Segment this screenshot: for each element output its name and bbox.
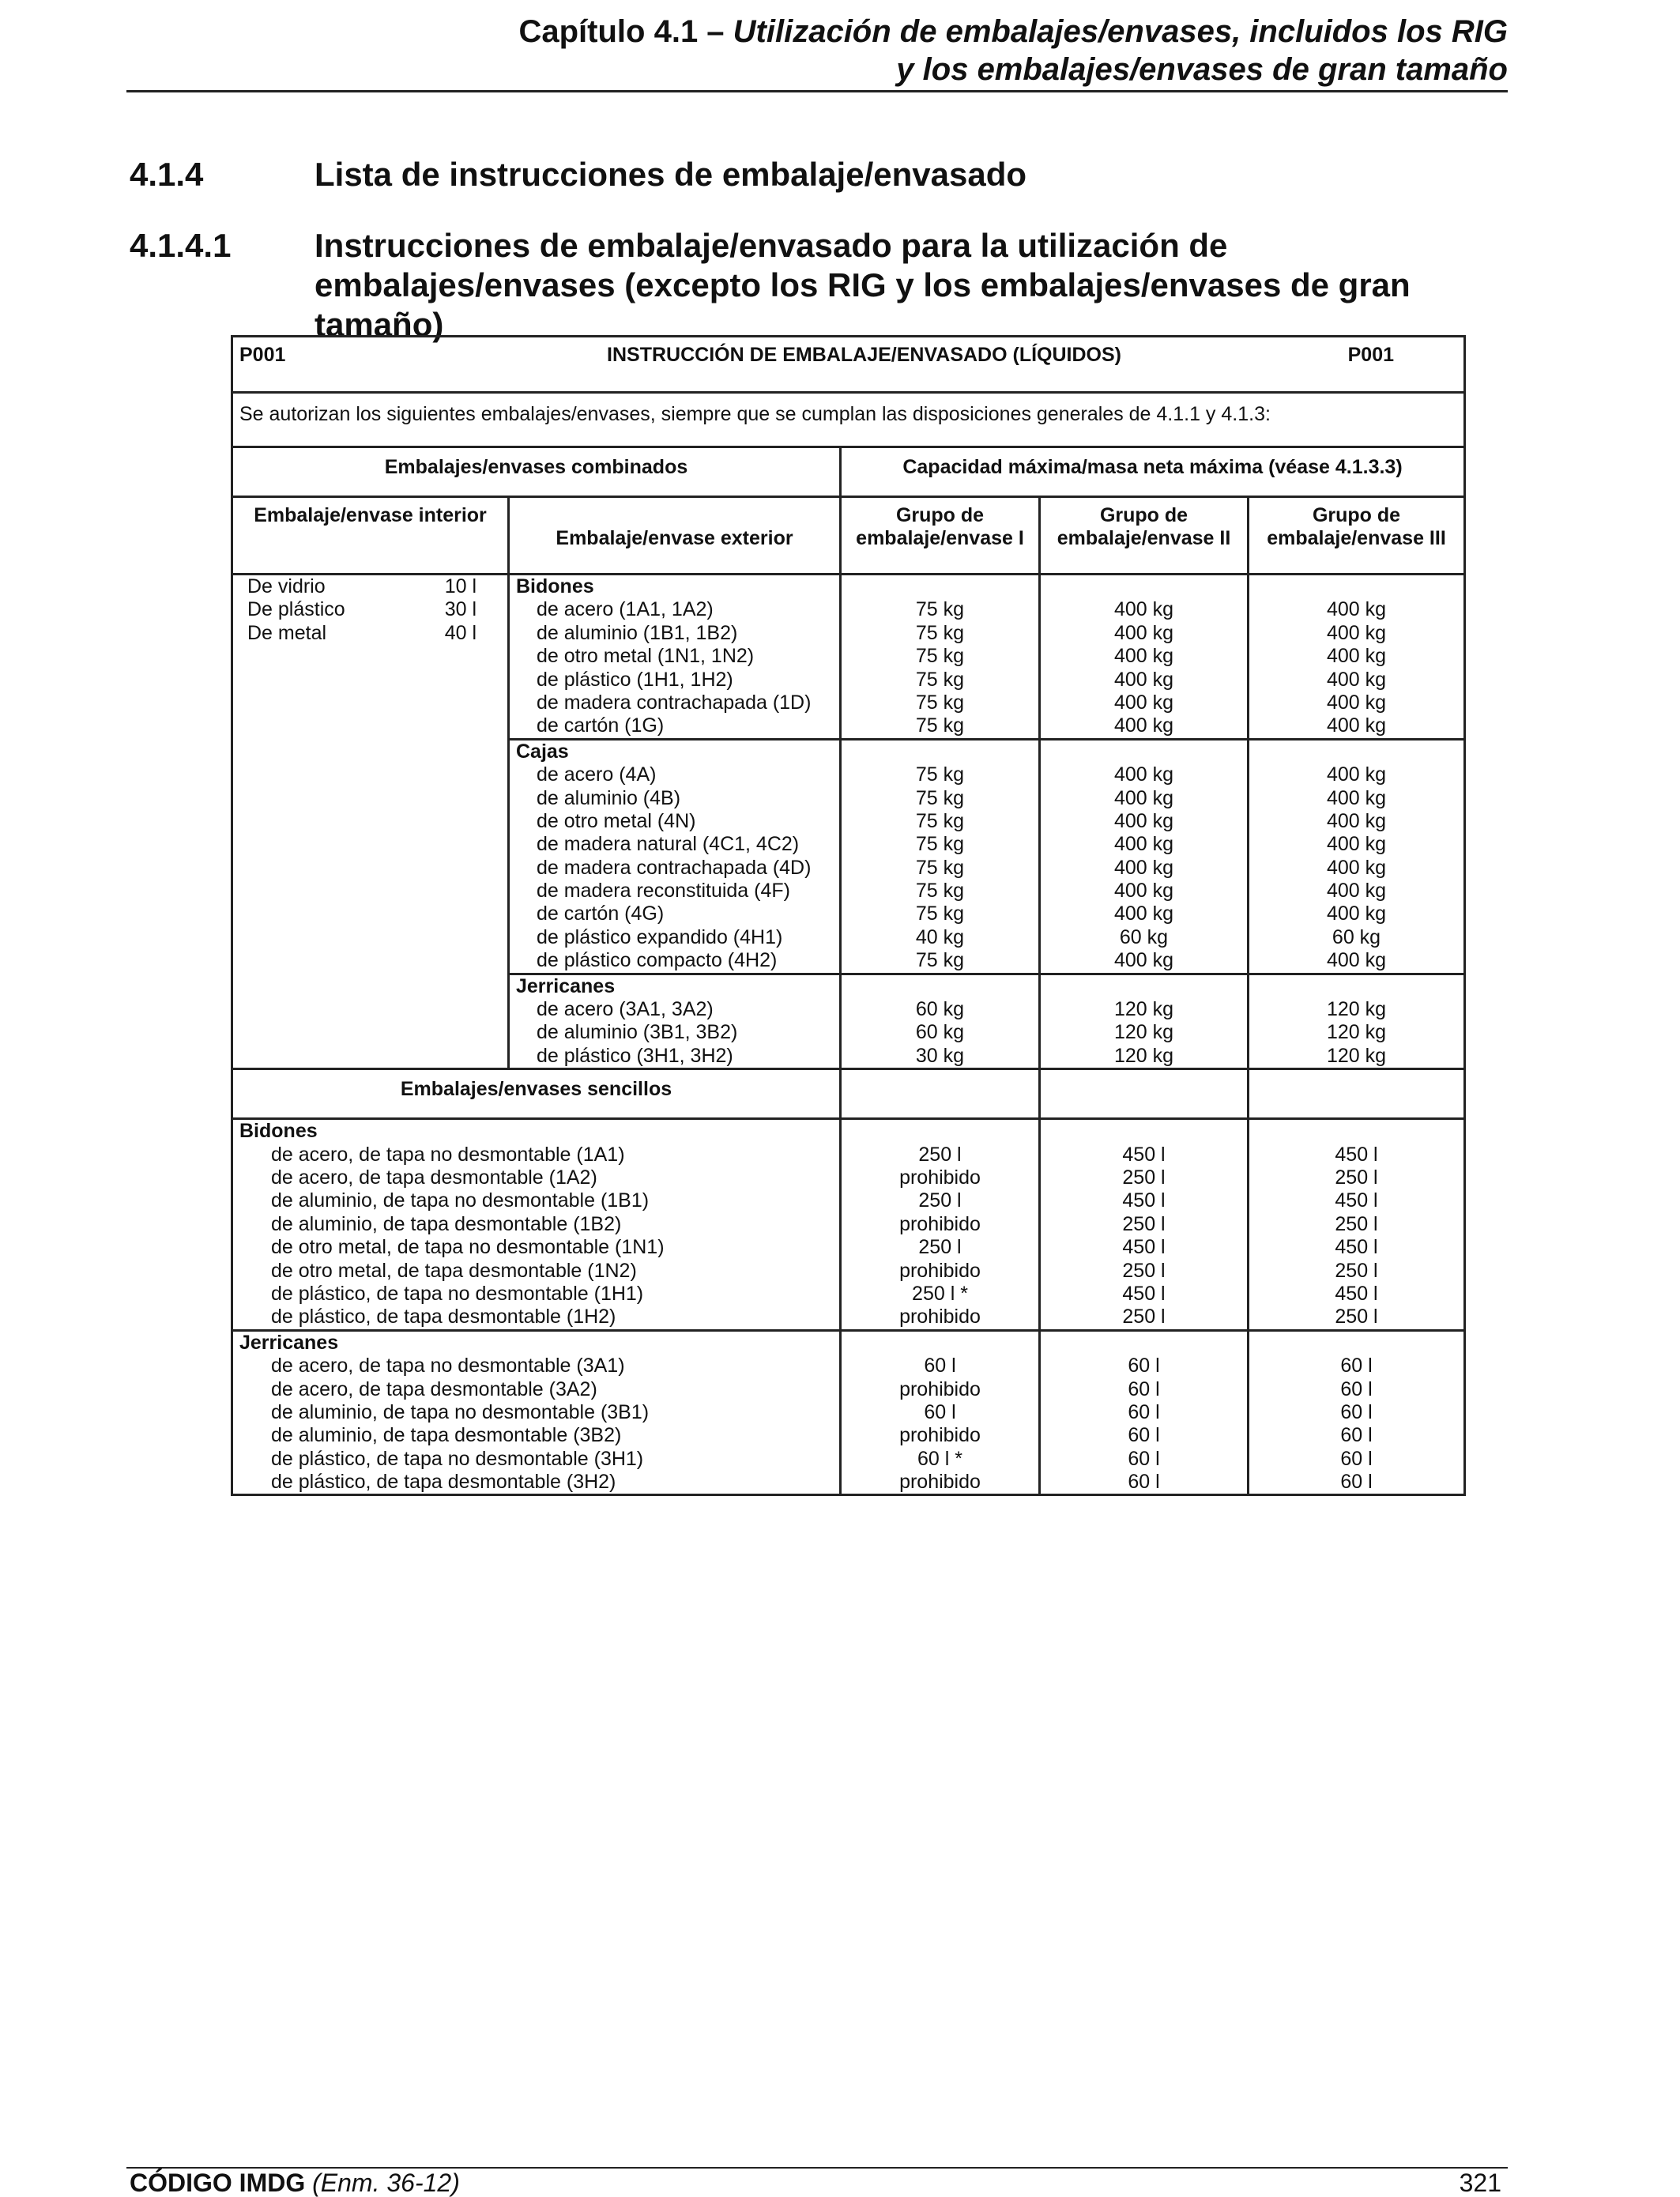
page-header	[126, 13, 1508, 89]
pg3-value: 400 kg	[1326, 949, 1387, 972]
pg3-value: 250 l	[1335, 1306, 1378, 1328]
pg3-value: 250 l	[1335, 1212, 1378, 1235]
pg1-value: 75 kg	[915, 691, 965, 714]
footer-amendment: (Enm. 36-12)	[312, 2169, 460, 2197]
pg2-value: 60 l	[1128, 1355, 1160, 1377]
pg3-value: 60 l	[1340, 1355, 1373, 1377]
pg2-value: 60 l	[1128, 1447, 1160, 1470]
pg3-value: 60 l	[1340, 1377, 1373, 1400]
list-item: de madera contrachapada (1D)	[537, 691, 812, 714]
list-item: de plástico (1H1, 1H2)	[537, 668, 733, 691]
list-item: de otro metal, de tapa no desmontable (1N1)	[271, 1236, 665, 1259]
pg1-value: 75 kg	[915, 880, 965, 903]
single-packagings-header-row	[232, 1069, 1465, 1119]
combined-group-drums	[232, 575, 1465, 740]
pg1-value: 75 kg	[915, 714, 965, 737]
column-header-row	[232, 497, 1465, 575]
pg1-values	[841, 739, 1040, 974]
pg2-value: 120 kg	[1113, 1021, 1174, 1044]
pg2-value: 400 kg	[1113, 621, 1174, 644]
pg2-values	[1040, 1119, 1249, 1331]
header-rule	[126, 90, 1508, 92]
list-item: de aluminio, de tapa no desmontable (1B1)	[271, 1189, 650, 1212]
pg1-value: prohibido	[899, 1212, 981, 1235]
inner-item	[247, 598, 501, 621]
pg3-value: 450 l	[1335, 1189, 1378, 1212]
section-title: Instrucciones de embalaje/envasado para la utilización de embalajes/envases (excepto los RIG y los embalajes/envases de gran tamaño)	[315, 227, 1411, 343]
pg1-values	[841, 575, 1040, 740]
pg3-value: 400 kg	[1326, 668, 1387, 691]
chapter-title-italic-1: Utilización de embalajes/envases, incluidos los RIG	[733, 14, 1508, 49]
list-item: de plástico (3H1, 3H2)	[537, 1044, 733, 1067]
group-title: Jerricanes	[239, 1331, 339, 1354]
section-number: 4.1.4	[130, 156, 204, 193]
outer-packaging-cell	[509, 974, 841, 1069]
group-title: Bidones	[516, 575, 594, 597]
list-item: de plástico, de tapa no desmontable (1H1)	[271, 1282, 644, 1305]
table-title-cell	[232, 337, 1465, 393]
pg1-values	[841, 974, 1040, 1069]
list-item: de acero, de tapa desmontable (3A2)	[271, 1377, 597, 1400]
pg1-value: 60 l	[924, 1355, 956, 1377]
pg3-value: 400 kg	[1326, 621, 1387, 644]
table-title-row	[232, 337, 1465, 393]
pg2-value: 450 l	[1122, 1236, 1166, 1259]
pg3-value: 400 kg	[1326, 880, 1387, 903]
instruction-code-right: P001	[1347, 344, 1395, 366]
pg1-value: 250 l	[918, 1189, 962, 1212]
pg3-values	[1249, 575, 1465, 740]
pg3-value: 250 l	[1335, 1259, 1378, 1282]
pg1-value: 40 kg	[915, 925, 965, 948]
inner-item	[247, 622, 501, 645]
pg3-value: 450 l	[1335, 1282, 1378, 1305]
list-item: de acero, de tapa no desmontable (3A1)	[271, 1355, 625, 1377]
pg3-value: 400 kg	[1326, 833, 1387, 856]
list-item: de otro metal (4N)	[537, 809, 696, 832]
pg3-value: 400 kg	[1326, 691, 1387, 714]
list-item: de aluminio, de tapa no desmontable (3B1)	[271, 1400, 650, 1423]
pg1-value: 75 kg	[915, 645, 965, 668]
col-packing-group-2	[1040, 497, 1249, 575]
inner-material: De vidrio	[247, 575, 326, 597]
pg1-value: 75 kg	[915, 949, 965, 972]
pg2-value: 250 l	[1122, 1166, 1166, 1189]
group-title: Bidones	[239, 1120, 318, 1143]
single-group-jerricans	[232, 1330, 1465, 1495]
list-item: de aluminio, de tapa desmontable (1B2)	[271, 1212, 622, 1235]
pg3-value: 400 kg	[1326, 763, 1387, 786]
list-item: de acero (3A1, 3A2)	[537, 998, 714, 1021]
pg1-value: 75 kg	[915, 833, 965, 856]
pg1-value: 75 kg	[915, 903, 965, 925]
list-item: de aluminio (3B1, 3B2)	[537, 1021, 738, 1044]
pg3-value: 120 kg	[1326, 1044, 1387, 1067]
pg1-value: 250 l	[918, 1143, 962, 1166]
pg2-value: 450 l	[1122, 1143, 1166, 1166]
pg1-value: prohibido	[899, 1471, 981, 1494]
pg3-value: 60 l	[1340, 1424, 1373, 1447]
inner-material: De metal	[247, 621, 327, 644]
footer-code: CÓDIGO IMDG	[130, 2169, 306, 2197]
pg1-values	[841, 1119, 1040, 1331]
pg2-value: 250 l	[1122, 1259, 1166, 1282]
col-packing-group-3	[1249, 497, 1465, 575]
list-item: de plástico, de tapa no desmontable (3H1)	[271, 1447, 644, 1470]
pg1-value: prohibido	[899, 1424, 981, 1447]
inner-material: De plástico	[247, 598, 345, 621]
section-number: 4.1.4.1	[130, 227, 232, 264]
chapter-title-italic-2: y los embalajes/envases de gran tamaño	[896, 52, 1508, 87]
pg1-value: 250 l *	[912, 1282, 968, 1305]
outer-packaging-cell	[509, 575, 841, 740]
pg3-value: 400 kg	[1326, 903, 1387, 925]
group-title: Cajas	[516, 740, 569, 763]
pg1-value: 60 kg	[915, 1021, 965, 1044]
pg2-value: 400 kg	[1113, 903, 1174, 925]
pg1-value: 75 kg	[915, 786, 965, 809]
list-item: de aluminio (4B)	[537, 786, 681, 809]
pg1-value: 75 kg	[915, 763, 965, 786]
pg3-value: 120 kg	[1326, 1021, 1387, 1044]
general-provisions-note: Se autorizan los siguientes embalajes/envases, siempre que se cumplan las disposiciones generales de 4.1.1 y 4.1.3:	[232, 393, 1465, 447]
pg3-value: 400 kg	[1326, 714, 1387, 737]
pg2-values	[1040, 739, 1249, 974]
single-packaging-cell	[232, 1330, 841, 1495]
pg2-value: 450 l	[1122, 1189, 1166, 1212]
chapter-label: Capítulo 4.1 –	[518, 14, 733, 49]
pg2-value: 400 kg	[1113, 880, 1174, 903]
pg2-value: 400 kg	[1113, 668, 1174, 691]
pg1-value: 60 l *	[917, 1447, 962, 1470]
single-group-drums	[232, 1119, 1465, 1331]
pg2-value: 60 l	[1128, 1471, 1160, 1494]
group-header-row	[232, 447, 1465, 497]
capacity-header: Capacidad máxima/masa neta máxima (véase 4.1.3.3)	[841, 447, 1465, 497]
pg1-value: 250 l	[918, 1236, 962, 1259]
pg2-value: 400 kg	[1113, 645, 1174, 668]
empty-cell	[841, 1069, 1040, 1119]
pg1-value: 75 kg	[915, 856, 965, 879]
outer-packaging-cell	[509, 739, 841, 974]
pg3-value: 60 kg	[1332, 925, 1381, 948]
list-item: de otro metal, de tapa desmontable (1N2)	[271, 1259, 637, 1282]
col-outer-packaging	[509, 497, 841, 575]
pg2-value: 250 l	[1122, 1212, 1166, 1235]
inner-item	[247, 575, 501, 598]
instruction-code-left: P001	[239, 344, 286, 366]
pg3-value: 60 l	[1340, 1400, 1373, 1423]
list-item: de plástico expandido (4H1)	[537, 925, 783, 948]
pg3-values	[1249, 1119, 1465, 1331]
inner-quantity: 30 l	[444, 598, 477, 621]
pg2-value: 400 kg	[1113, 691, 1174, 714]
pg3-value: 400 kg	[1326, 856, 1387, 879]
col-pg1-label: Grupo de embalaje/envase I	[856, 504, 1024, 550]
col-packing-group-1	[841, 497, 1040, 575]
list-item: de cartón (4G)	[537, 903, 665, 925]
pg2-value: 60 l	[1128, 1377, 1160, 1400]
section-title: Lista de instrucciones de embalaje/envasado	[315, 156, 1027, 193]
list-item: de cartón (1G)	[537, 714, 665, 737]
list-item: de aluminio, de tapa desmontable (3B2)	[271, 1424, 622, 1447]
col-pg3-label: Grupo de embalaje/envase III	[1267, 504, 1446, 550]
pg1-value: 60 kg	[915, 998, 965, 1021]
col-inner-packaging	[232, 497, 509, 575]
packing-instruction-table	[231, 335, 1466, 1496]
inner-quantity: 40 l	[444, 621, 477, 644]
pg3-value: 450 l	[1335, 1236, 1378, 1259]
pg3-values	[1249, 1330, 1465, 1495]
pg2-value: 400 kg	[1113, 714, 1174, 737]
empty-cell	[1040, 1069, 1249, 1119]
pg2-value: 400 kg	[1113, 598, 1174, 621]
list-item: de madera natural (4C1, 4C2)	[537, 833, 800, 856]
list-item: de otro metal (1N1, 1N2)	[537, 645, 755, 668]
pg1-value: 30 kg	[915, 1044, 965, 1067]
pg2-value: 400 kg	[1113, 763, 1174, 786]
list-item: de acero (4A)	[537, 763, 657, 786]
col-inner-label: Embalaje/envase interior	[254, 504, 487, 526]
page-number: 321	[1459, 2169, 1501, 2197]
single-packagings-header: Embalajes/envases sencillos	[232, 1069, 841, 1119]
pg3-value: 250 l	[1335, 1166, 1378, 1189]
pg2-value: 400 kg	[1113, 786, 1174, 809]
single-packaging-cell	[232, 1119, 841, 1331]
pg1-value: 75 kg	[915, 668, 965, 691]
list-item: de madera contrachapada (4D)	[537, 856, 812, 879]
pg3-value: 450 l	[1335, 1143, 1378, 1166]
list-item: de acero, de tapa desmontable (1A2)	[271, 1166, 597, 1189]
pg3-value: 60 l	[1340, 1471, 1373, 1494]
chapter-title-line1	[126, 13, 1508, 51]
list-item: de acero (1A1, 1A2)	[537, 598, 714, 621]
pg1-value: prohibido	[899, 1166, 981, 1189]
pg2-value: 400 kg	[1113, 856, 1174, 879]
pg2-value: 120 kg	[1113, 998, 1174, 1021]
pg2-value: 60 l	[1128, 1400, 1160, 1423]
list-item: de madera reconstituida (4F)	[537, 880, 790, 903]
pg1-value: 75 kg	[915, 809, 965, 832]
pg1-value: 75 kg	[915, 621, 965, 644]
pg2-value: 250 l	[1122, 1306, 1166, 1328]
list-item: de acero, de tapa no desmontable (1A1)	[271, 1143, 625, 1166]
footer-publication	[130, 2169, 460, 2197]
pg3-value: 400 kg	[1326, 598, 1387, 621]
pg2-value: 400 kg	[1113, 809, 1174, 832]
inner-packaging-cell	[232, 575, 509, 1069]
pg2-values	[1040, 575, 1249, 740]
list-item: de plástico, de tapa desmontable (3H2)	[271, 1471, 616, 1494]
pg3-value: 400 kg	[1326, 786, 1387, 809]
pg2-value: 450 l	[1122, 1282, 1166, 1305]
pg3-values	[1249, 739, 1465, 974]
pg2-values	[1040, 1330, 1249, 1495]
combined-packagings-header: Embalajes/envases combinados	[232, 447, 841, 497]
list-item: de plástico compacto (4H2)	[537, 949, 778, 972]
instruction-title: INSTRUCCIÓN DE EMBALAJE/ENVASADO (LÍQUIDOS)	[607, 344, 1121, 366]
pg3-value: 120 kg	[1326, 998, 1387, 1021]
group-title: Jerricanes	[516, 974, 616, 997]
inner-quantity: 10 l	[444, 575, 477, 597]
list-item: de aluminio (1B1, 1B2)	[537, 621, 738, 644]
col-outer-label: Embalaje/envase exterior	[556, 527, 793, 549]
pg3-value: 400 kg	[1326, 809, 1387, 832]
pg3-values	[1249, 974, 1465, 1069]
pg1-value: prohibido	[899, 1306, 981, 1328]
col-pg2-label: Grupo de embalaje/envase II	[1057, 504, 1231, 550]
pg2-value: 60 l	[1128, 1424, 1160, 1447]
empty-cell	[1249, 1069, 1465, 1119]
pg2-value: 60 kg	[1119, 925, 1169, 948]
pg3-value: 60 l	[1340, 1447, 1373, 1470]
pg2-value: 400 kg	[1113, 833, 1174, 856]
pg3-value: 400 kg	[1326, 645, 1387, 668]
list-item: de plástico, de tapa desmontable (1H2)	[271, 1306, 616, 1328]
pg1-values	[841, 1330, 1040, 1495]
pg1-value: 75 kg	[915, 598, 965, 621]
pg1-value: prohibido	[899, 1377, 981, 1400]
pg1-value: 60 l	[924, 1400, 956, 1423]
table-note-row	[232, 393, 1465, 447]
pg1-value: prohibido	[899, 1259, 981, 1282]
pg2-value: 400 kg	[1113, 949, 1174, 972]
pg2-value: 120 kg	[1113, 1044, 1174, 1067]
pg2-values	[1040, 974, 1249, 1069]
